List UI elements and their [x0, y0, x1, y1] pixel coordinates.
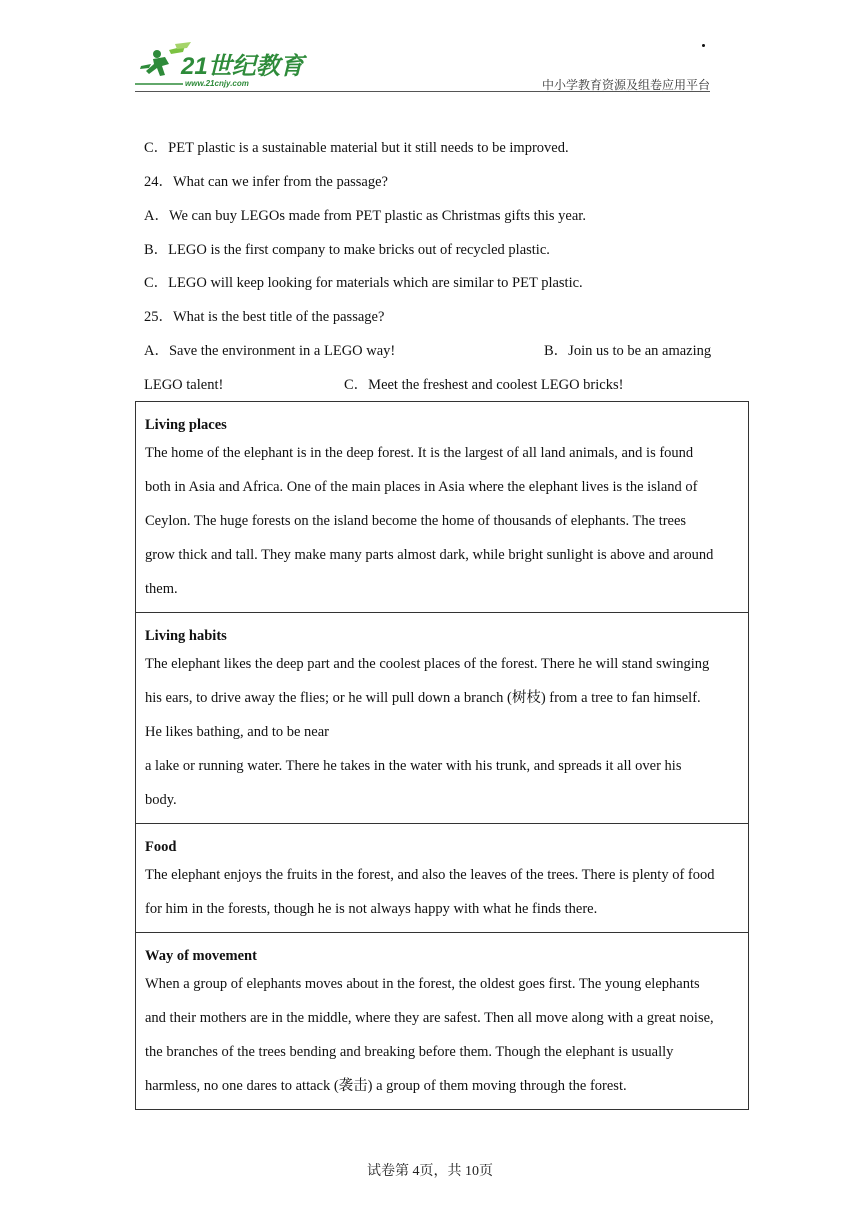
corner-dot [702, 44, 705, 47]
cell-line: and their mothers are in the middle, where they are safest. Then all move along with a great noise, [145, 1010, 714, 1026]
cell-line: for him in the forests, though he is not always happy with what he finds there. [145, 901, 598, 917]
q25-option-b-cont: LEGO talent! [144, 377, 224, 393]
q25-stem: 25．What is the best title of the passage? [144, 309, 385, 325]
cell-line: a lake or running water. There he takes in the water with his trunk, and spreads it all over his [145, 758, 682, 774]
elephant-table [135, 401, 749, 1110]
table-cell-living-habits [136, 612, 748, 823]
cell-line: He likes bathing, and to be near [145, 724, 330, 740]
cell-line: his ears, to drive away the flies; or he will pull down a branch (树枝) from a tree to fan himself. [145, 690, 701, 706]
page-header [135, 40, 710, 94]
q24-option-c: C．LEGO will keep looking for materials which are similar to PET plastic. [144, 275, 583, 291]
table-cell-food [136, 823, 748, 932]
q25-option-c: C．Meet the freshest and coolest LEGO bricks! [344, 377, 624, 393]
cell-line: the branches of the trees bending and breaking before them. Though the elephant is usually [145, 1044, 674, 1060]
cell-heading: Food [145, 839, 177, 855]
q24-stem: 24．What can we infer from the passage? [144, 174, 388, 190]
cell-line: both in Asia and Africa. One of the main places in Asia where the elephant lives is the island of [145, 479, 698, 495]
cell-line: The home of the elephant is in the deep forest. It is the largest of all land animals, and is found [145, 445, 694, 461]
cell-line: grow thick and tall. They make many parts almost dark, while bright sunlight is above and around [145, 547, 714, 563]
q25-option-b: B．Join us to be an amazing [544, 343, 712, 359]
table-cell-way-of-movement [136, 932, 748, 1109]
svg-text:21世纪教育: 21世纪教育 [181, 53, 304, 80]
21cnjy-logo [135, 40, 315, 90]
cell-line: them. [145, 581, 178, 597]
cell-heading: Living places [145, 417, 227, 433]
cell-line: When a group of elephants moves about in the forest, the oldest goes first. The young elephants [145, 976, 700, 992]
cell-line: Ceylon. The huge forests on the island become the home of thousands of elephants. The trees [145, 513, 687, 529]
q24-option-b: B．LEGO is the first company to make bricks out of recycled plastic. [144, 242, 550, 258]
page-footer: 试卷第 4页，共 10页 [367, 1164, 493, 1179]
cell-heading: Way of movement [145, 948, 257, 964]
header-divider [135, 91, 710, 92]
cell-line: body. [145, 792, 177, 808]
svg-text:www.21cnjy.com: www.21cnjy.com [185, 79, 249, 88]
cell-line: harmless, no one dares to attack (袭击) a group of them moving through the forest. [145, 1078, 627, 1094]
cell-line: The elephant enjoys the fruits in the forest, and also the leaves of the trees. There is plenty of food [145, 867, 715, 883]
q24-option-a: A．We can buy LEGOs made from PET plastic as Christmas gifts this year. [144, 208, 586, 224]
table-cell-living-places [136, 402, 748, 612]
cell-line: The elephant likes the deep part and the coolest places of the forest. There he will stand swinging [145, 656, 710, 672]
q25-option-a: A．Save the environment in a LEGO way! [144, 343, 396, 359]
cell-heading: Living habits [145, 628, 227, 644]
platform-name: 中小学教育资源及组卷应用平台 [541, 78, 710, 92]
q23-option-c: C．PET plastic is a sustainable material but it still needs to be improved. [144, 140, 569, 156]
